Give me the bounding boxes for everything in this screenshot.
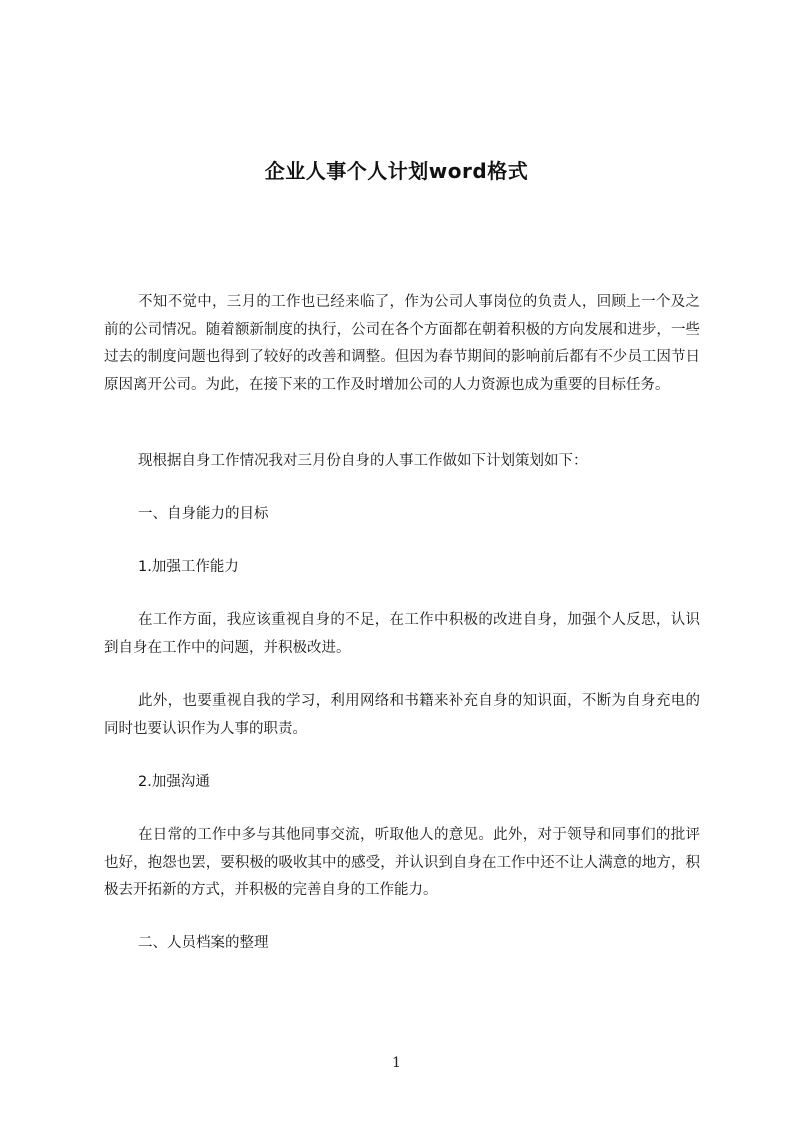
subsection1-paragraph-2: 此外，也要重视自我的学习，利用网络和书籍来补充自身的知识面，不断为自身充电的同时也要认识作为人事的职责。 bbox=[104, 693, 700, 737]
section2-heading: 二、人员档案的整理 bbox=[138, 935, 269, 951]
subsection1-paragraph-1: 在工作方面，我应该重视自身的不足，在工作中积极的改进自身，加强个人反思，认识到自身在工作中的问题，并积极改进。 bbox=[104, 612, 700, 656]
subsection1-heading: 1.加强工作能力 bbox=[138, 559, 239, 575]
subsection2-paragraph: 在日常的工作中多与其他同事交流，听取他人的意见。此外，对于领导和同事们的批评也好，抱怨也罢，要积极的吸收其中的感受，并认识到自身在工作中还不让人满意的地方，积极去开拓新的方式，并积极的完善自身的工作能力。 bbox=[104, 827, 700, 898]
intro-paragraph: 不知不觉中，三月的工作也已经来临了，作为公司人事岗位的负责人，回顾上一个及之前的公司情况。随着额新制度的执行，公司在各个方面都在朝着积极的方向发展和进步，一些过去的制度问题也得到了较好的改善和调整。但因为春节期间的影响前后都有不少员工因节日原因离开公司。为此，在接下来的工作及时增加公司的人力资源也成为重要的目标任务。 bbox=[104, 294, 700, 393]
page-number: 1 bbox=[392, 1055, 401, 1071]
section1-heading: 一、自身能力的目标 bbox=[138, 506, 269, 522]
document-title: 企业人事个人计划word格式 bbox=[264, 159, 529, 184]
subsection2-heading: 2.加强沟通 bbox=[138, 774, 210, 790]
plan-intro-text: 现根据自身工作情况我对三月份自身的人事工作做如下计划策划如下： bbox=[138, 453, 588, 469]
